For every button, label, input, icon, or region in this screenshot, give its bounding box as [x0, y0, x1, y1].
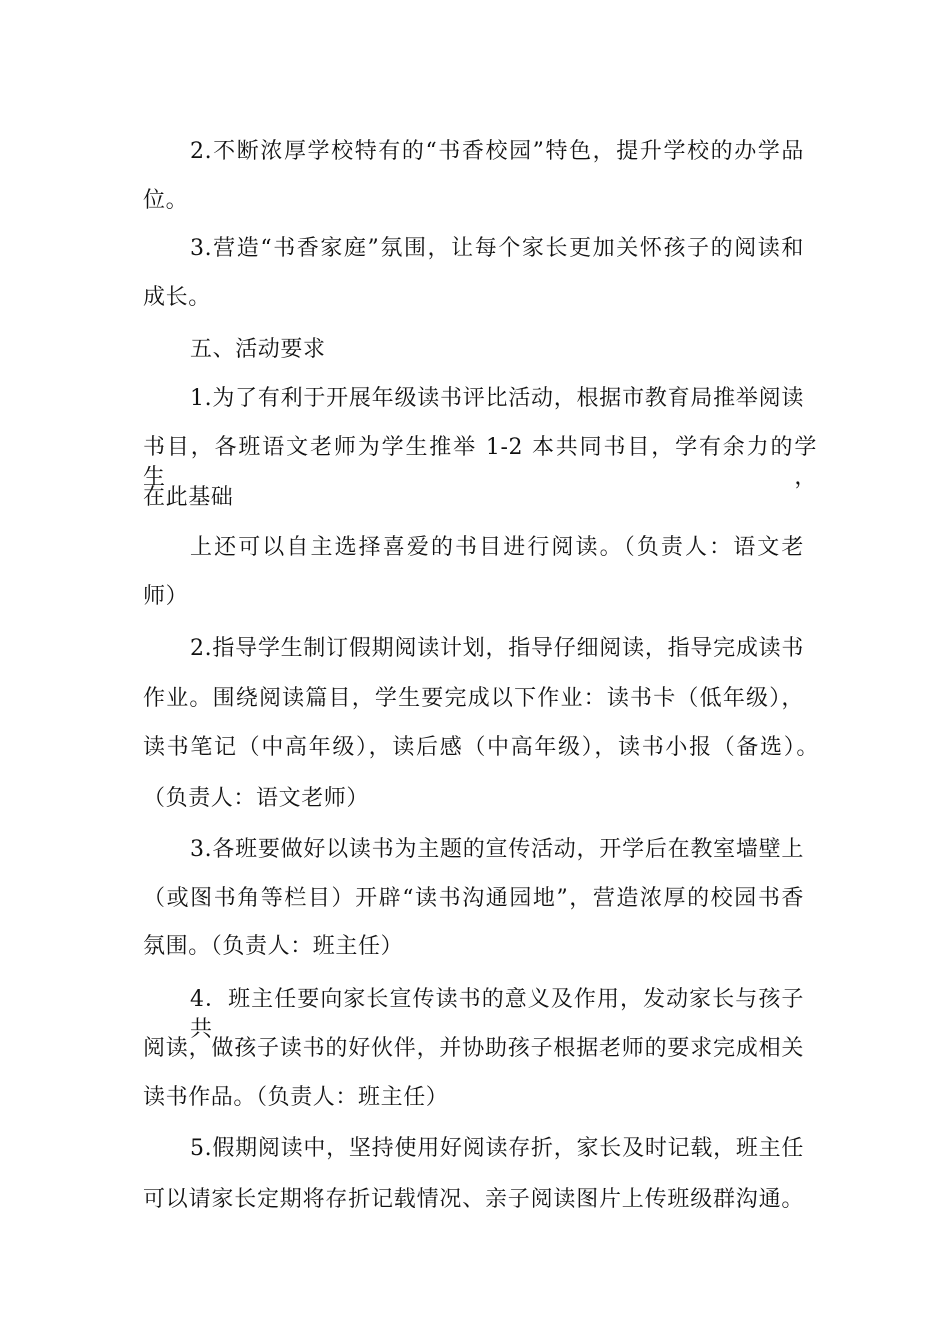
text-line: 阅读，做孩子读书的好伙伴，并协助孩子根据老师的要求完成相关	[143, 1036, 804, 1061]
text-line: 4．班主任要向家长宣传读书的意义及作用，发动家长与孩子共	[190, 987, 804, 1042]
text-line: 在此基础	[143, 485, 234, 510]
text-line: 书目，各班语文老师为学生推举 1-2 本共同书目，学有余力的学生，	[143, 435, 817, 490]
text-line: 读书作品。（负责人：班主任）	[143, 1085, 449, 1110]
text-line: 作业。围绕阅读篇目，学生要完成以下作业：读书卡（低年级），	[143, 686, 804, 711]
text-line: 2.指导学生制订假期阅读计划，指导仔细阅读，指导完成读书	[190, 636, 804, 661]
text-line: 3.各班要做好以读书为主题的宣传活动，开学后在教室墙壁上	[190, 837, 804, 862]
section-heading: 五、活动要求	[190, 337, 326, 362]
text-line: 位。	[143, 188, 189, 213]
text-line: 5.假期阅读中，坚持使用好阅读存折，家长及时记载，班主任	[190, 1136, 804, 1161]
text-line: 氛围。（负责人：班主任）	[143, 934, 404, 959]
text-line: 成长。	[143, 285, 211, 310]
text-line: （或图书角等栏目）开辟“读书沟通园地”，营造浓厚的校园书香	[143, 886, 804, 911]
text-line: 1.为了有利于开展年级读书评比活动，根据市教育局推举阅读	[190, 386, 804, 411]
text-line: 师）	[143, 584, 189, 609]
text-line: 2.不断浓厚学校特有的“书香校园”特色，提升学校的办学品	[190, 139, 804, 164]
text-line: （负责人：语文老师）	[143, 786, 370, 811]
text-line: 读书笔记（中高年级），读后感（中高年级），读书小报（备选）。	[143, 735, 819, 760]
text-line: 3.营造“书香家庭”氛围，让每个家长更加关怀孩子的阅读和	[190, 236, 804, 261]
text-line: 上还可以自主选择喜爱的书目进行阅读。（负责人：语文老	[190, 535, 804, 560]
text-line: 可以请家长定期将存折记载情况、亲子阅读图片上传班级群沟通。	[143, 1187, 804, 1212]
